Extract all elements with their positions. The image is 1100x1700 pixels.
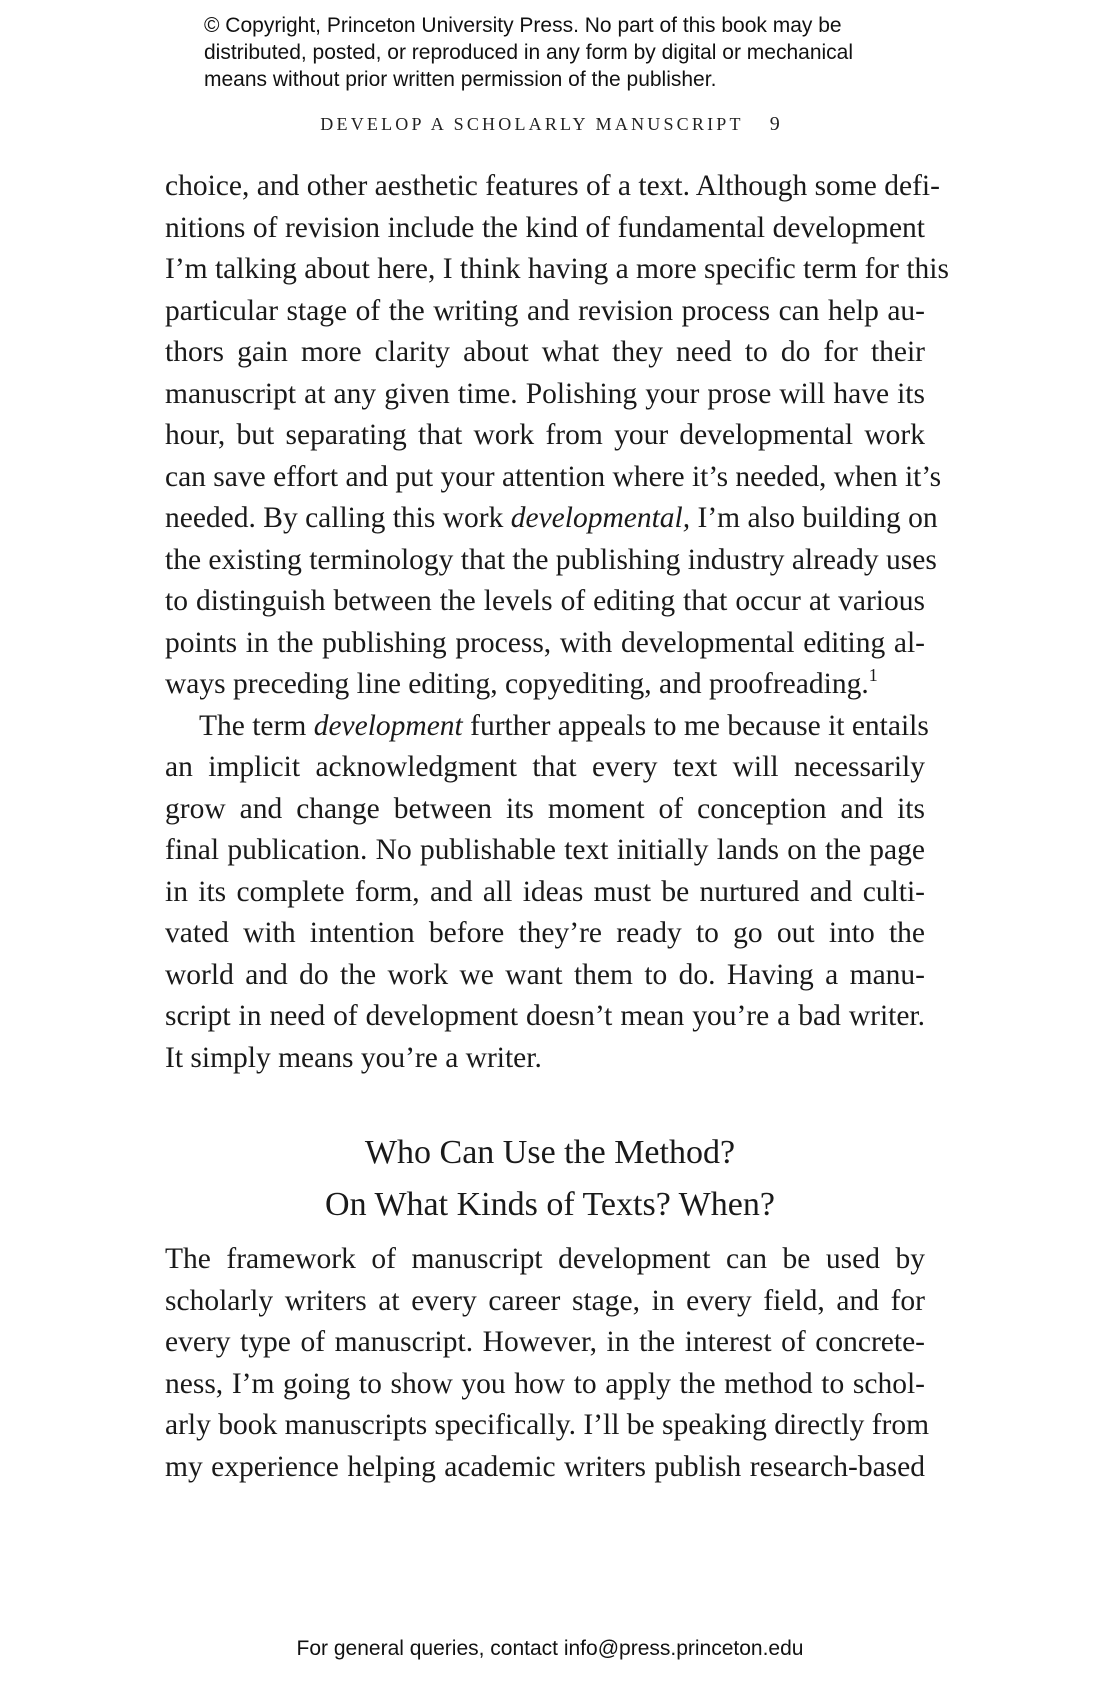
text-line: hour, but separating that work from your developmental work (165, 419, 925, 451)
body-text-block-1 (165, 166, 949, 1079)
text-line: every type of manuscript. However, in the interest of concrete- (165, 1326, 925, 1358)
copyright-notice (204, 12, 924, 93)
text-line: scholarly writers at every career stage, in every field, and for (165, 1284, 925, 1317)
text-line: to distinguish between the levels of editing that occur at various (165, 585, 925, 617)
running-head (0, 113, 1100, 136)
text-line: an implicit acknowledgment that every text will necessarily (165, 751, 925, 783)
text-run: further appeals to me because it entails (462, 709, 929, 742)
text-line: nitions of revision include the kind of fundamental development (165, 211, 925, 244)
section-heading (0, 1127, 1100, 1231)
text-line: my experience helping academic writers publish research-based (165, 1450, 925, 1483)
text-line (165, 664, 925, 706)
text-line: script in need of development doesn’t mean you’re a bad writer. (165, 1000, 925, 1032)
text-run: I’m also building on (690, 502, 938, 534)
text-line: choice, and other aesthetic features of a text. Although some defi- (165, 170, 940, 202)
emphasis-developmental: developmental, (510, 502, 691, 534)
text-line: final publication. No publishable text initially lands on the page (165, 834, 925, 866)
footer-contact: For general queries, contact info@press.princeton.edu (296, 1637, 804, 1660)
text-line: I’m talking about here, I think having a more specific term for this (165, 253, 949, 285)
text-line: It simply means you’re a writer. (165, 1041, 542, 1074)
text-line: thors gain more clarity about what they need to do for their (165, 336, 925, 368)
body-text-block-2 (165, 1239, 930, 1488)
text-line: can save effort and put your attention where it’s needed, when it’s (165, 460, 942, 493)
text-line (165, 498, 938, 540)
footnote-reference[interactable]: 1 (868, 665, 878, 685)
text-run: ways preceding line editing, copyediting, and proofreading. (165, 668, 869, 700)
text-line: grow and change between its moment of conception and its (165, 792, 925, 825)
text-line: points in the publishing process, with developmental editing al- (165, 626, 925, 659)
text-line: world and do the work we want them to do. Having a manu- (165, 958, 925, 991)
emphasis-development: development (313, 709, 463, 742)
copyright-line: distributed, posted, or reproduced in any form by digital or mechanical (204, 41, 854, 64)
text-line: The framework of manuscript development can be used by (165, 1243, 925, 1275)
page-number: 9 (769, 113, 780, 135)
text-line: ness, I’m going to show you how to apply the method to schol- (165, 1367, 925, 1400)
text-line: particular stage of the writing and revision process can help au- (165, 294, 925, 327)
copyright-line: © Copyright, Princeton University Press. No part of this book may be (204, 14, 842, 37)
text-line (165, 706, 929, 748)
text-run: The term (199, 709, 314, 742)
copyright-line: means without prior written permission of the publisher. (204, 68, 717, 91)
section-heading-line: On What Kinds of Texts? When? (325, 1186, 775, 1223)
running-head-title: DEVELOP A SCHOLARLY MANUSCRIPT (320, 114, 744, 134)
text-line: manuscript at any given time. Polishing your prose will have its (165, 377, 925, 410)
section-heading-line: Who Can Use the Method? (364, 1134, 736, 1171)
text-line: the existing terminology that the publishing industry already uses (165, 543, 937, 576)
text-run: needed. By calling this work (165, 502, 511, 534)
text-line: vated with intention before they’re ready to go out into the (165, 917, 925, 949)
text-line: in its complete form, and all ideas must be nurtured and culti- (165, 875, 925, 908)
text-line: arly book manuscripts specifically. I’ll be speaking directly from (165, 1409, 930, 1441)
